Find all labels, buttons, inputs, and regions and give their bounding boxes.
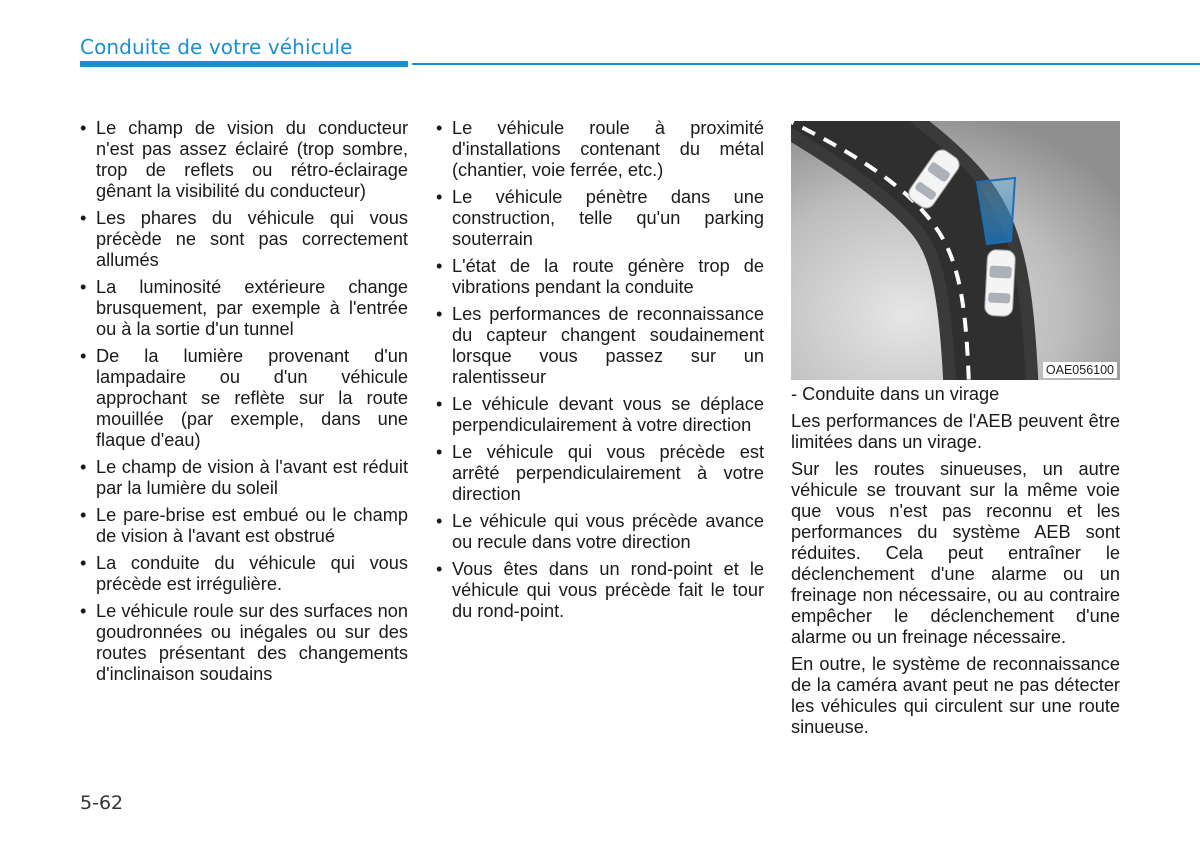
header-rule-thin [412, 63, 1200, 65]
bullet-list-2 [434, 118, 764, 622]
list-item: • Vous êtes dans un rond-point et le véhicule qui vous précède fait le tour du rond-point. [434, 559, 764, 622]
list-item: • Le véhicule devant vous se déplace perpendiculairement à votre direction [434, 394, 764, 436]
column-3 [791, 384, 1120, 744]
list-item: • Les phares du véhicule qui vous précède ne sont pas correctement allumés [78, 208, 408, 271]
column-2 [434, 118, 764, 628]
figure-code: OAE056100 [1043, 362, 1117, 378]
page-number: 5-62 [80, 792, 124, 814]
list-item: • Le véhicule pénètre dans une construction, telle qu'un parking souterrain [434, 187, 764, 250]
bullet-list-1 [78, 118, 408, 685]
header-rule-thick [80, 61, 408, 67]
paragraph: Les performances de l'AEB peuvent être limitées dans un virage. [791, 411, 1120, 452]
page-header-title: Conduite de votre véhicule [80, 35, 353, 59]
curve-road-illustration [791, 121, 1120, 380]
list-item: • Les performances de reconnaissance du capteur changent soudainement lorsque vous passez sur un ralentisseur [434, 304, 764, 388]
ego-car-icon [984, 249, 1015, 316]
list-item: • Le véhicule roule à proximité d'installations contenant du métal (chantier, voie ferrée, etc.) [434, 118, 764, 181]
list-item: • Le pare-brise est embué ou le champ de vision à l'avant est obstrué [78, 505, 408, 547]
list-item: • L'état de la route génère trop de vibrations pendant la conduite [434, 256, 764, 298]
paragraph: Sur les routes sinueuses, un autre véhicule se trouvant sur la même voie que vous n'est pas reconnu et les performances du système AEB sont réduites. Cela peut entraîner le déclenchement d'une alarme ou un freinage non nécessaire, ou au contraire empêcher le déclenchement d'une alarme ou un freinage nécessaire. [791, 459, 1120, 647]
paragraph: En outre, le système de reconnaissance de la caméra avant peut ne pas détecter les véhicules qui circulent sur une route sinueuse. [791, 654, 1120, 737]
list-item: • De la lumière provenant d'un lampadaire ou d'un véhicule approchant se reflète sur la route mouillée (par exemple, dans une flaque d'eau) [78, 346, 408, 451]
list-item: • La conduite du véhicule qui vous précède est irrégulière. [78, 553, 408, 595]
list-item: • La luminosité extérieure change brusquement, par exemple à l'entrée ou à la sortie d'un tunnel [78, 277, 408, 340]
list-item: • Le véhicule qui vous précède est arrêté perpendiculairement à votre direction [434, 442, 764, 505]
list-item: • Le champ de vision à l'avant est réduit par la lumière du soleil [78, 457, 408, 499]
list-item: • Le champ de vision du conducteur n'est pas assez éclairé (trop sombre, trop de reflets ou rétro-éclairage gênant la visibilité du conducteur) [78, 118, 408, 202]
section-subheading: - Conduite dans un virage [791, 384, 1000, 404]
list-item: • Le véhicule roule sur des surfaces non goudronnées ou inégales ou sur des routes présentant des changements d'inclinaison soudains [78, 601, 408, 685]
list-item: • Le véhicule qui vous précède avance ou recule dans votre direction [434, 511, 764, 553]
column-1 [78, 118, 408, 691]
